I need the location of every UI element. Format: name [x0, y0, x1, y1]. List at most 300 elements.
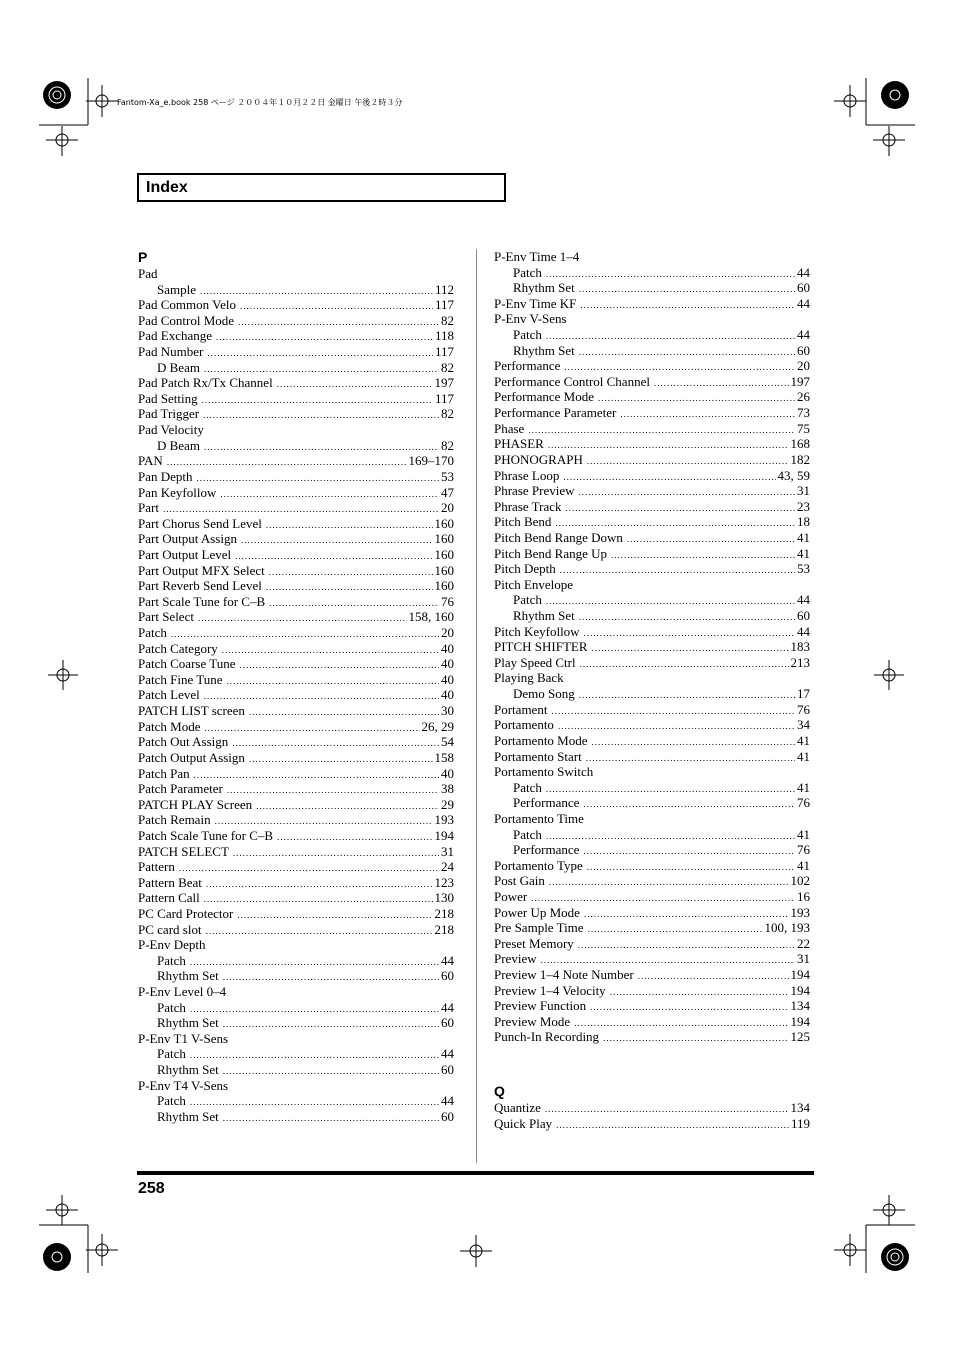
entry-page-ref: 76 [441, 593, 454, 609]
registration-mark-right [874, 660, 904, 690]
index-entry [494, 468, 810, 484]
entry-page-ref: 134 [790, 1100, 810, 1116]
index-column-left [138, 249, 454, 1125]
entry-term: Pitch Depth [494, 561, 556, 577]
entry-page-ref: 125 [790, 1029, 810, 1045]
entry-term: D Beam [157, 359, 200, 375]
entry-page-ref: 41 [797, 826, 810, 842]
entry-term: Power Up Mode [494, 904, 580, 920]
dot-leader [590, 1000, 788, 1016]
entry-page-ref: 44 [797, 264, 810, 280]
entry-page-ref: 44 [441, 952, 454, 968]
entry-term: Patch [513, 779, 542, 795]
dot-leader [204, 892, 433, 908]
index-entry [494, 530, 810, 546]
dot-leader [586, 751, 795, 767]
index-subentry [138, 1109, 454, 1125]
entry-term: Sample [157, 281, 196, 297]
entry-page-ref: 182 [790, 451, 810, 467]
dot-leader [588, 922, 763, 938]
entry-term: Patch Fine Tune [138, 671, 223, 687]
index-entry [138, 766, 454, 782]
index-subentry [138, 282, 454, 298]
entry-term: Patch Out Assign [138, 734, 229, 750]
entry-term: Portamento Switch [494, 764, 594, 780]
dot-leader [206, 924, 433, 940]
index-entry [138, 719, 454, 735]
entry-term: Patch [513, 592, 542, 608]
index-subentry [138, 360, 454, 376]
index-subentry [494, 592, 810, 608]
entry-page-ref: 41 [797, 779, 810, 795]
entry-term: Part Output Level [138, 546, 232, 562]
index-subentry [494, 327, 810, 343]
entry-term: Part Output MFX Select [138, 562, 265, 578]
index-entry [138, 297, 454, 313]
entry-term: Pan Keyfollow [138, 484, 217, 500]
index-entry [494, 639, 810, 655]
entry-term: PATCH PLAY Screen [138, 796, 253, 812]
entry-term: Demo Song [513, 686, 575, 702]
entry-term: Patch Parameter [138, 781, 223, 797]
index-entry [138, 890, 454, 906]
dot-leader [584, 907, 789, 923]
dot-leader [249, 752, 433, 768]
entry-term: Patch Output Assign [138, 749, 245, 765]
entry-page-ref: 44 [441, 1093, 454, 1109]
entry-page-ref: 194 [434, 827, 454, 843]
entry-term: Part Select [138, 609, 194, 625]
entry-page-ref: 194 [790, 1013, 810, 1029]
entry-term: PATCH SELECT [138, 843, 229, 859]
dot-leader [579, 610, 795, 626]
entry-page-ref: 82 [441, 359, 454, 375]
index-heading-box [137, 173, 506, 202]
index-entry [138, 828, 454, 844]
entry-term: Rhythm Set [513, 342, 575, 358]
index-entry [138, 875, 454, 891]
dot-leader [197, 471, 439, 487]
crop-marks-bottom-left [30, 1195, 130, 1285]
entry-page-ref: 23 [797, 498, 810, 514]
dot-leader [194, 768, 439, 784]
dot-leader [546, 782, 795, 798]
index-entry [138, 844, 454, 860]
entry-page-ref: 60 [441, 968, 454, 984]
entry-page-ref: 40 [441, 656, 454, 672]
index-entry [494, 749, 810, 765]
entry-term: Preset Memory [494, 935, 574, 951]
dot-leader [223, 970, 439, 986]
dot-leader [249, 705, 439, 721]
entry-page-ref: 20 [441, 500, 454, 516]
dot-leader [579, 688, 795, 704]
index-entry [494, 561, 810, 577]
entry-page-ref: 53 [797, 561, 810, 577]
dot-leader [167, 455, 407, 471]
entry-term: Rhythm Set [157, 1062, 219, 1078]
entry-page-ref: 44 [797, 295, 810, 311]
index-entry [138, 906, 454, 922]
index-entry [138, 641, 454, 657]
index-entry [138, 563, 454, 579]
dot-leader [190, 1095, 439, 1111]
entry-page-ref: 160 [434, 562, 454, 578]
dot-leader [222, 643, 439, 659]
index-entry [138, 703, 454, 719]
dot-leader [598, 391, 795, 407]
entry-term: Patch [513, 264, 542, 280]
entry-term: Preview Function [494, 998, 587, 1014]
index-subentry [494, 795, 810, 811]
entry-page-ref: 41 [797, 748, 810, 764]
entry-term: Pad Control Mode [138, 312, 235, 328]
index-entry [494, 905, 810, 921]
index-entry [494, 1116, 810, 1132]
index-subentry [494, 265, 810, 281]
entry-term: Pad Number [138, 344, 204, 360]
entry-term: Patch Pan [138, 765, 190, 781]
index-entry [494, 421, 810, 437]
entry-term: Patch [138, 625, 167, 641]
dot-leader [579, 282, 795, 298]
entry-term: Post Gain [494, 873, 545, 889]
index-entry [138, 531, 454, 547]
index-entry [138, 594, 454, 610]
entry-term: Portamento Type [494, 857, 583, 873]
entry-term: Part Output Assign [138, 531, 237, 547]
entry-page-ref: 41 [797, 545, 810, 561]
entry-term: Part [138, 500, 159, 516]
entry-term: Pitch Bend Range Down [494, 529, 623, 545]
index-entry [138, 656, 454, 672]
index-entry [494, 1029, 810, 1045]
index-subentry [138, 1046, 454, 1062]
entry-term: PITCH SHIFTER [494, 639, 588, 655]
dot-leader [563, 470, 775, 486]
index-entry [138, 797, 454, 813]
entry-term: Pad Exchange [138, 328, 213, 344]
dot-leader [240, 299, 433, 315]
entry-page-ref: 119 [790, 1115, 810, 1131]
index-subentry [494, 827, 810, 843]
dot-leader [528, 423, 795, 439]
entry-page-ref: 41 [797, 732, 810, 748]
dot-leader [584, 626, 795, 642]
entry-page-ref: 41 [797, 857, 810, 873]
entry-page-ref: 82 [441, 312, 454, 328]
entry-term: Part Scale Tune for C–B [138, 593, 266, 609]
crop-marks-top-right [820, 70, 920, 160]
dot-leader [654, 376, 789, 392]
entry-term: Performance Control Channel [494, 373, 650, 389]
dot-leader [579, 345, 795, 361]
index-entry [138, 687, 454, 703]
dot-leader [620, 407, 795, 423]
entry-page-ref: 130 [434, 890, 454, 906]
index-entry [494, 311, 810, 327]
index-entry [138, 859, 454, 875]
index-entry [138, 375, 454, 391]
entry-page-ref: 160 [434, 578, 454, 594]
entry-page-ref: 40 [441, 765, 454, 781]
entry-term: Pattern Beat [138, 874, 202, 890]
index-entry [494, 249, 810, 265]
entry-page-ref: 40 [441, 640, 454, 656]
dot-leader [277, 377, 433, 393]
index-entry [138, 516, 454, 532]
entry-page-ref: 158 [434, 749, 454, 765]
index-entry [494, 624, 810, 640]
dot-leader [603, 1031, 788, 1047]
index-entry [138, 750, 454, 766]
index-entry [494, 889, 810, 905]
entry-page-ref: 194 [790, 967, 810, 983]
entry-page-ref: 53 [441, 468, 454, 484]
entry-page-ref: 18 [797, 514, 810, 530]
entry-page-ref: 44 [797, 327, 810, 343]
dot-leader [580, 298, 795, 314]
entry-page-ref: 197 [790, 373, 810, 389]
index-entry [138, 734, 454, 750]
index-subentry [494, 343, 810, 359]
entry-page-ref: 43, 59 [777, 467, 810, 483]
index-entry [494, 733, 810, 749]
index-subentry [138, 438, 454, 454]
index-subentry [138, 968, 454, 984]
index-entry [138, 500, 454, 516]
entry-page-ref: 169–170 [408, 453, 454, 469]
dot-leader [566, 501, 795, 517]
entry-page-ref: 60 [797, 280, 810, 296]
dot-leader [580, 657, 789, 673]
dot-leader [583, 844, 795, 860]
entry-page-ref: 160 [434, 531, 454, 547]
dot-leader [546, 329, 795, 345]
dot-leader [545, 1102, 789, 1118]
entry-page-ref: 31 [441, 843, 454, 859]
entry-page-ref: 197 [434, 375, 454, 391]
entry-term: P-Env Time KF [494, 295, 577, 311]
dot-leader [556, 1118, 789, 1134]
index-column-right [494, 249, 810, 1131]
dot-leader [238, 315, 439, 331]
entry-page-ref: 34 [797, 717, 810, 733]
dot-leader [587, 860, 795, 876]
index-subentry [494, 780, 810, 796]
index-entry [138, 485, 454, 501]
index-subentry [494, 608, 810, 624]
entry-term: Pitch Keyfollow [494, 623, 580, 639]
entry-term: Preview [494, 951, 537, 967]
index-entry [494, 1100, 810, 1116]
entry-page-ref: 193 [434, 812, 454, 828]
entry-term: D Beam [157, 437, 200, 453]
index-subentry [494, 842, 810, 858]
entry-term: PC card slot [138, 921, 202, 937]
dot-leader [610, 985, 789, 1001]
index-subentry [138, 953, 454, 969]
entry-term: Preview 1–4 Note Number [494, 967, 634, 983]
entry-term: Pad Velocity [138, 422, 204, 438]
entry-term: Pan Depth [138, 468, 193, 484]
dot-leader [277, 830, 432, 846]
entry-term: PATCH LIST screen [138, 703, 245, 719]
dot-leader [204, 721, 419, 737]
entry-term: Pad Setting [138, 390, 198, 406]
index-entry [494, 296, 810, 312]
entry-page-ref: 112 [434, 281, 454, 297]
crop-marks-top-left [30, 70, 130, 160]
index-entry [494, 514, 810, 530]
entry-page-ref: 17 [797, 686, 810, 702]
entry-page-ref: 183 [790, 639, 810, 655]
entry-term: Pad Patch Rx/Tx Channel [138, 375, 273, 391]
dot-leader [179, 861, 439, 877]
entry-term: P-Env V-Sens [494, 311, 567, 327]
entry-term: Preview 1–4 Velocity [494, 982, 606, 998]
dot-leader [204, 440, 439, 456]
entry-page-ref: 134 [790, 998, 810, 1014]
entry-page-ref: 26 [797, 389, 810, 405]
dot-leader [592, 735, 795, 751]
entry-page-ref: 194 [790, 982, 810, 998]
entry-term: Pitch Envelope [494, 576, 574, 592]
entry-term: Portament [494, 701, 548, 717]
entry-page-ref: 40 [441, 687, 454, 703]
entry-page-ref: 117 [434, 344, 454, 360]
entry-term: Patch Level [138, 687, 200, 703]
entry-page-ref: 218 [434, 905, 454, 921]
index-entry [138, 984, 454, 1000]
entry-term: Performance [494, 358, 561, 374]
entry-page-ref: 60 [441, 1015, 454, 1031]
entry-page-ref: 44 [441, 999, 454, 1015]
entry-term: Pitch Bend [494, 514, 552, 530]
section-letter: P [138, 249, 148, 265]
entry-term: Phrase Loop [494, 467, 560, 483]
entry-page-ref: 54 [441, 734, 454, 750]
entry-term: Patch Mode [138, 718, 201, 734]
entry-term: Performance [513, 842, 580, 858]
entry-page-ref: 60 [797, 608, 810, 624]
index-subentry [138, 1062, 454, 1078]
entry-term: Rhythm Set [157, 968, 219, 984]
index-entry [138, 422, 454, 438]
entry-term: PHASER [494, 436, 544, 452]
dot-leader [587, 454, 789, 470]
entry-page-ref: 213 [790, 654, 810, 670]
index-entry [494, 873, 810, 889]
entry-page-ref: 44 [441, 1046, 454, 1062]
entry-page-ref: 47 [441, 484, 454, 500]
index-entry [138, 578, 454, 594]
entry-term: Phrase Track [494, 498, 562, 514]
index-entry [494, 936, 810, 952]
index-entry [494, 546, 810, 562]
index-entry [138, 922, 454, 938]
index-entry [494, 670, 810, 686]
entry-term: Portamento Start [494, 748, 582, 764]
entry-page-ref: 100, 193 [764, 920, 810, 936]
entry-term: Pattern [138, 859, 175, 875]
dot-leader [574, 1016, 788, 1032]
dot-leader [223, 1017, 439, 1033]
dot-leader [560, 563, 795, 579]
entry-page-ref: 20 [797, 358, 810, 374]
entry-page-ref: 29 [441, 796, 454, 812]
index-entry [494, 374, 810, 390]
index-entry [494, 499, 810, 515]
entry-page-ref: 82 [441, 437, 454, 453]
index-entry [138, 266, 454, 282]
dot-leader [266, 580, 433, 596]
index-subentry [494, 686, 810, 702]
index-entry [494, 1014, 810, 1030]
index-entry [494, 702, 810, 718]
entry-term: Patch [513, 327, 542, 343]
index-entry [494, 764, 810, 780]
dot-leader [548, 438, 789, 454]
index-entry [138, 328, 454, 344]
entry-page-ref: 38 [441, 781, 454, 797]
entry-page-ref: 44 [797, 623, 810, 639]
dot-leader [227, 674, 439, 690]
entry-term: Portamento [494, 717, 554, 733]
index-entry [494, 483, 810, 499]
entry-page-ref: 193 [790, 904, 810, 920]
entry-term: Patch [157, 1093, 186, 1109]
index-entry [494, 655, 810, 671]
entry-term: Playing Back [494, 670, 564, 686]
entry-term: Punch-In Recording [494, 1029, 600, 1045]
index-entry [138, 406, 454, 422]
entry-term: Patch [157, 952, 186, 968]
entry-page-ref: 31 [797, 951, 810, 967]
entry-term: Performance [513, 795, 580, 811]
index-subentry [138, 1000, 454, 1016]
entry-page-ref: 41 [797, 529, 810, 545]
index-subentry [494, 280, 810, 296]
entry-term: Rhythm Set [513, 608, 575, 624]
index-entry [138, 469, 454, 485]
entry-term: Pad [138, 266, 158, 281]
entry-page-ref: 60 [441, 1062, 454, 1078]
entry-term: Play Speed Ctrl [494, 654, 576, 670]
dot-leader [579, 485, 795, 501]
dot-leader [627, 532, 795, 548]
dot-leader [551, 704, 795, 720]
entry-page-ref: 31 [797, 483, 810, 499]
index-subentry [138, 1093, 454, 1109]
index-entry [138, 672, 454, 688]
entry-term: Phase [494, 420, 525, 436]
dot-leader [227, 783, 439, 799]
dot-leader [546, 829, 795, 845]
section-gap [494, 1045, 810, 1083]
entry-term: Pre Sample Time [494, 920, 584, 936]
entry-term: P-Env T4 V-Sens [138, 1077, 229, 1093]
entry-term: Pad Common Velo [138, 297, 236, 313]
index-entry [138, 391, 454, 407]
entry-page-ref: 158, 160 [408, 609, 454, 625]
entry-term: Part Reverb Send Level [138, 578, 262, 594]
entry-term: Rhythm Set [157, 1108, 219, 1124]
entry-term: Patch Coarse Tune [138, 656, 236, 672]
entry-term: Rhythm Set [157, 1015, 219, 1031]
entry-page-ref: 26, 29 [421, 718, 454, 734]
index-title: Index [146, 179, 188, 196]
